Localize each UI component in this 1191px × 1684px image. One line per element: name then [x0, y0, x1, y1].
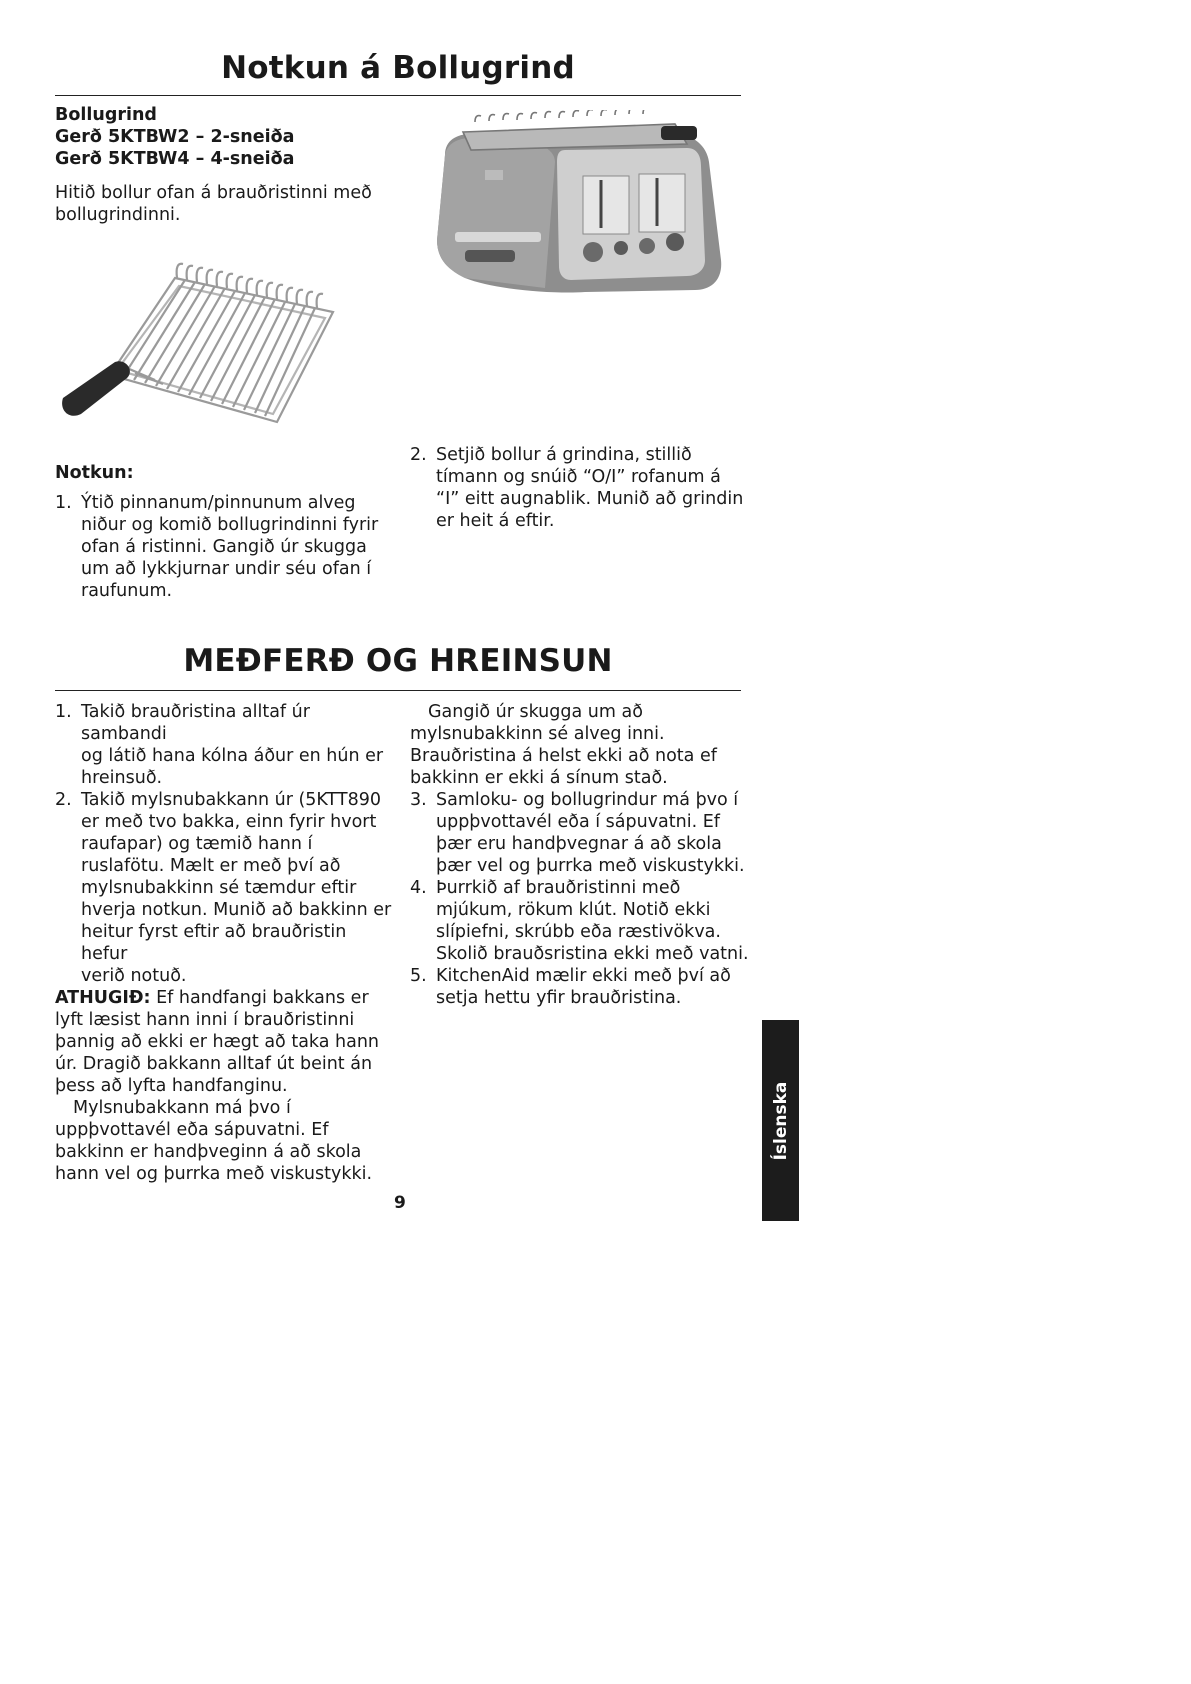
step-number: 1.	[55, 493, 72, 513]
bun-rack-illustration	[55, 250, 345, 450]
section-title-bun-warmer: Notkun á Bollugrind	[221, 50, 575, 86]
care-item-5	[410, 965, 755, 1009]
item-line: ruslafötu. Mælt er með því að	[81, 856, 341, 876]
item-line: slípiefni, skrúbb eða ræstivökva.	[436, 922, 721, 942]
step-line: Ýtið pinnanum/pinnunum alveg	[81, 493, 356, 513]
intro-paragraph	[55, 182, 395, 226]
care-item-4	[410, 877, 755, 965]
care-right-column	[410, 701, 755, 1009]
note-line: lyft læsist hann inni í brauðristinni	[55, 1010, 355, 1030]
step-line: raufunum.	[81, 581, 173, 601]
model-heading-line: Gerð 5KTBW2 – 2-sneiða	[55, 127, 295, 147]
para-line: hann vel og þurrka með viskustykki.	[55, 1164, 373, 1184]
item-line: og látið hana kólna áður en hún er	[81, 746, 384, 766]
item-line: er með tvo bakka, einn fyrir hvort	[81, 812, 377, 832]
item-line: Samloku- og bollugrindur má þvo í	[436, 790, 739, 810]
para-line: bakkinn er ekki á sínum stað.	[410, 768, 668, 788]
note-label: ATHUGIÐ:	[55, 988, 151, 1008]
model-heading-line: Gerð 5KTBW4 – 4-sneiða	[55, 149, 295, 169]
crumb-tray-paragraph	[55, 1097, 395, 1185]
note-line: Ef handfangi bakkans er	[150, 988, 369, 1008]
item-line: heitur fyrst eftir að brauðristin hefur	[81, 922, 347, 964]
section-title-care-cleaning: MEÐFERÐ OG HREINSUN	[183, 643, 613, 679]
toaster-illustration	[425, 110, 735, 305]
section-rule-2	[55, 690, 741, 691]
note-block	[55, 987, 395, 1097]
step-line: “I” eitt augnablik. Munið að grindin	[436, 489, 744, 509]
item-number: 2.	[55, 790, 72, 810]
note-line: þess að lyfta handfanginu.	[55, 1076, 288, 1096]
item-line: hverja notkun. Munið að bakkinn er	[81, 900, 392, 920]
item-line: verið notuð.	[81, 966, 187, 986]
item-line: KitchenAid mælir ekki með því að	[436, 966, 731, 986]
para-line: Brauðristina á helst ekki að nota ef	[410, 746, 717, 766]
item-line: Þurrkið af brauðristinni með	[436, 878, 681, 898]
care-item-1	[55, 701, 395, 789]
item-number: 5.	[410, 966, 427, 986]
item-line: mylsnubakkinn sé tæmdur eftir	[81, 878, 357, 898]
para-line: uppþvottavél eða sápuvatni. Ef	[55, 1120, 329, 1140]
care-item-2	[55, 789, 395, 987]
item-line: Takið mylsnubakkann úr (5KTT890	[81, 790, 382, 810]
item-number: 4.	[410, 878, 427, 898]
intro-line: bollugrindinni.	[55, 205, 181, 225]
para-line: Mylsnubakkann má þvo í	[73, 1098, 291, 1118]
item-line: uppþvottavél eða í sápuvatni. Ef	[436, 812, 720, 832]
care-left-column	[55, 701, 395, 1185]
item-line: mjúkum, rökum klút. Notið ekki	[436, 900, 711, 920]
section-rule-1	[55, 95, 741, 96]
model-heading-line: Bollugrind	[55, 105, 157, 125]
continued-paragraph	[410, 701, 755, 789]
care-item-3	[410, 789, 755, 877]
item-line: hreinsuð.	[81, 768, 163, 788]
step-number: 2.	[410, 445, 427, 465]
note-first-line	[55, 987, 395, 1009]
item-number: 1.	[55, 702, 72, 722]
item-line: þær eru handþvegnar á að skola	[436, 834, 722, 854]
step-line: Setjið bollur á grindina, stillið	[436, 445, 692, 465]
item-number: 3.	[410, 790, 427, 810]
model-heading	[55, 104, 395, 170]
language-tab-label: Íslenska	[770, 1081, 791, 1160]
intro-line: Hitið bollur ofan á brauðristinni með	[55, 183, 372, 203]
para-line: bakkinn er handþveginn á að skola	[55, 1142, 362, 1162]
note-line: þannig að ekki er hægt að taka hann	[55, 1032, 380, 1052]
page-number: 9	[394, 1193, 406, 1213]
para-line: mylsnubakkinn sé alveg inni.	[410, 724, 665, 744]
step-line: um að lykkjurnar undir séu ofan í	[81, 559, 372, 579]
para-line: Gangið úr skugga um að	[428, 702, 643, 722]
usage-step-2	[410, 444, 776, 532]
item-line: raufapar) og tæmið hann í	[81, 834, 313, 854]
item-line: setja hettu yfir brauðristina.	[436, 988, 682, 1008]
item-line: Takið brauðristina alltaf úr sambandi	[81, 702, 310, 744]
usage-label: Notkun:	[55, 463, 134, 483]
usage-step-1	[55, 492, 411, 602]
step-line: niður og komið bollugrindinni fyrir	[81, 515, 379, 535]
language-tab	[762, 1020, 799, 1221]
step-line: er heit á eftir.	[436, 511, 555, 531]
note-line: úr. Dragið bakkann alltaf út beint án	[55, 1054, 373, 1074]
step-line: tímann og snúið “O/I” rofanum á	[436, 467, 721, 487]
item-line: þær vel og þurrka með viskustykki.	[436, 856, 745, 876]
step-line: ofan á ristinni. Gangið úr skugga	[81, 537, 367, 557]
item-line: Skolið brauðsristina ekki með vatni.	[436, 944, 749, 964]
